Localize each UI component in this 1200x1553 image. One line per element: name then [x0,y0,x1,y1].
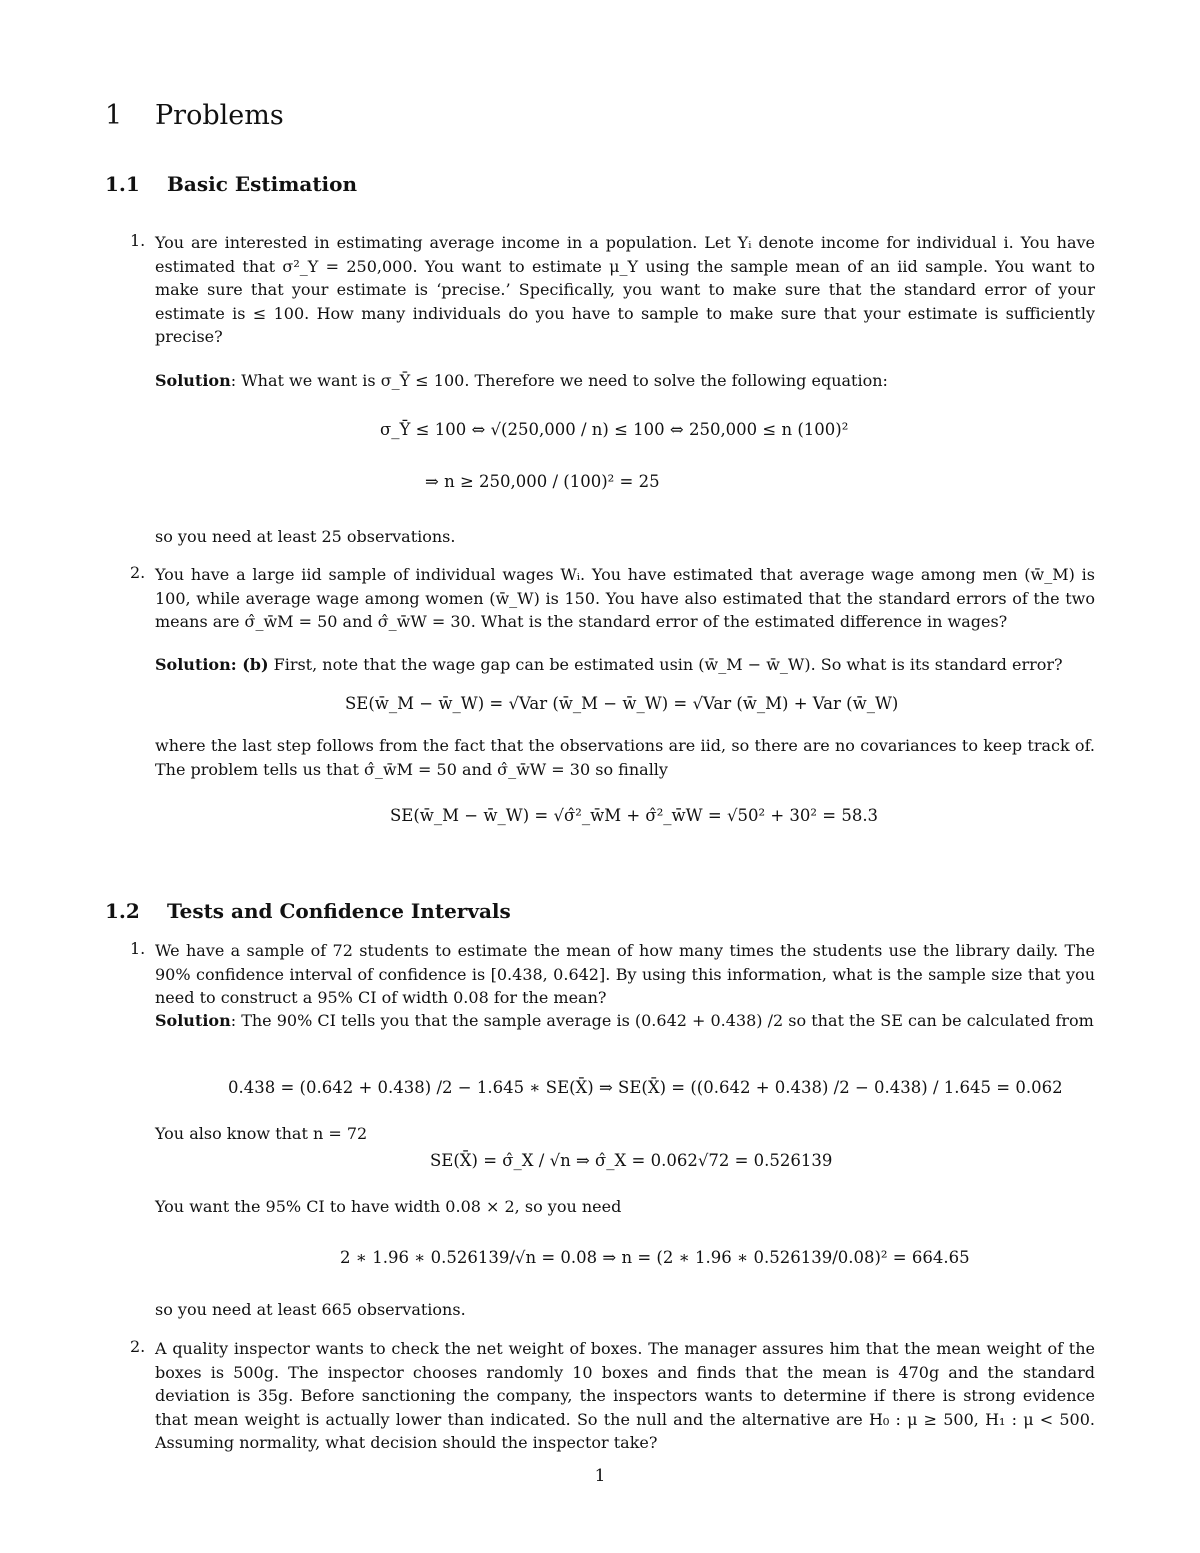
problem-2-after-text: where the last step follows from the fact that the observations are iid, so there are no covariances to keep track of. The problem tells us that σ̂_w̄M = 50 and σ̂_w̄W = 30 so finally [155,736,1095,779]
problem-3-conclusion: so you need at least 665 observations. [155,1300,466,1319]
problem-3-solution: Solution: The 90% CI tells you that the sample average is (0.642 + 0.438) /2 so that the SE can be calculated from [155,1011,1094,1030]
problem-1-solution: Solution: What we want is σ_Ȳ ≤ 100. Therefore we need to solve the following equation: [155,371,888,390]
problem-2-equation-1: SE(w̄_M − w̄_W) = √Var (w̄_M − w̄_W) = √Var (w̄_M) + Var (w̄_W) [345,694,899,713]
subsection-heading-tests-ci: 1.2 Tests and Confidence Intervals [105,899,511,923]
problem-2-text: You have a large iid sample of individual wages Wᵢ. You have estimated that average wage among men (w̄_M) is 100, while average wage among women (w̄_W) is 150. You have also estimated that the standard errors of the two means are σ̂_w̄M = 50 and σ̂_w̄W = 30. What is the standard error of the estimated difference in wages? [155,565,1095,631]
problem-2-solution: Solution: (b) First, note that the wage gap can be estimated usin (w̄_M − w̄_W). So what is its standard error? [155,655,1063,674]
page-number: 1 [594,1466,606,1486]
problem-1-conclusion: so you need at least 25 observations. [155,527,456,546]
problem-1-equation-2: ⇒ n ≥ 250,000 / (100)² = 25 [425,472,660,491]
problem-3-equation-2: SE(X̄) = σ̂_X / √n ⇒ σ̂_X = 0.062√72 = 0.526139 [430,1151,833,1170]
problem-4-number: 2. [130,1337,146,1356]
problem-3-also-text: You also know that n = 72 [155,1124,368,1143]
problem-1-text: You are interested in estimating average income in a population. Let Yᵢ denote income for individual i. You have estimated that σ²_Y = 250,000. You want to estimate μ_Y using the sample mean of an iid sample. You want to make sure that your estimate is ‘precise.’ Specifically, you want to make sure that the standard error of your estimate is ≤ 100. How many individuals do you have to sample to make sure that your estimate is sufficiently precise? [155,233,1095,346]
problem-2-number: 2. [130,563,146,582]
problem-3-equation-3: 2 ∗ 1.96 ∗ 0.526139/√n = 0.08 ⇒ n = (2 ∗ 1.96 ∗ 0.526139/0.08)² = 664.65 [340,1248,970,1267]
subsection-heading-basic-estimation: 1.1 Basic Estimation [105,172,358,196]
problem-1-number: 1. [130,231,146,250]
problem-3-equation-1: 0.438 = (0.642 + 0.438) /2 − 1.645 ∗ SE(X̄) ⇒ SE(X̄) = ((0.642 + 0.438) /2 − 0.438) / 1.645 = 0.062 [228,1078,1063,1097]
section-heading-problems: 1 Problems [105,100,284,131]
problem-2-equation-2: SE(w̄_M − w̄_W) = √σ̂²_w̄M + σ̂²_w̄W = √50² + 30² = 58.3 [390,806,879,825]
problem-1-equation-1: σ_Ȳ ≤ 100 ⇔ √(250,000 / n) ≤ 100 ⇔ 250,000 ≤ n (100)² [380,420,849,439]
problem-3-text: We have a sample of 72 students to estimate the mean of how many times the students use the library daily. The 90% confidence interval of confidence is [0.438, 0.642]. By using this information, what is the sample size that you need to construct a 95% CI of width 0.08 for the mean? [155,941,1095,1007]
problem-3-number: 1. [130,939,146,958]
problem-4-text: A quality inspector wants to check the net weight of boxes. The manager assures him that the mean weight of the boxes is 500g. The inspector chooses randomly 10 boxes and finds that the mean is 470g and the standard deviation is 35g. Before sanctioning the company, the inspectors wants to determine if there is strong evidence that mean weight is actually lower than indicated. So the null and the alternative are H₀ : μ ≥ 500, H₁ : μ < 500. Assuming normality, what decision should the inspector take? [155,1339,1095,1452]
problem-3-want-text: You want the 95% CI to have width 0.08 × 2, so you need [155,1197,622,1216]
